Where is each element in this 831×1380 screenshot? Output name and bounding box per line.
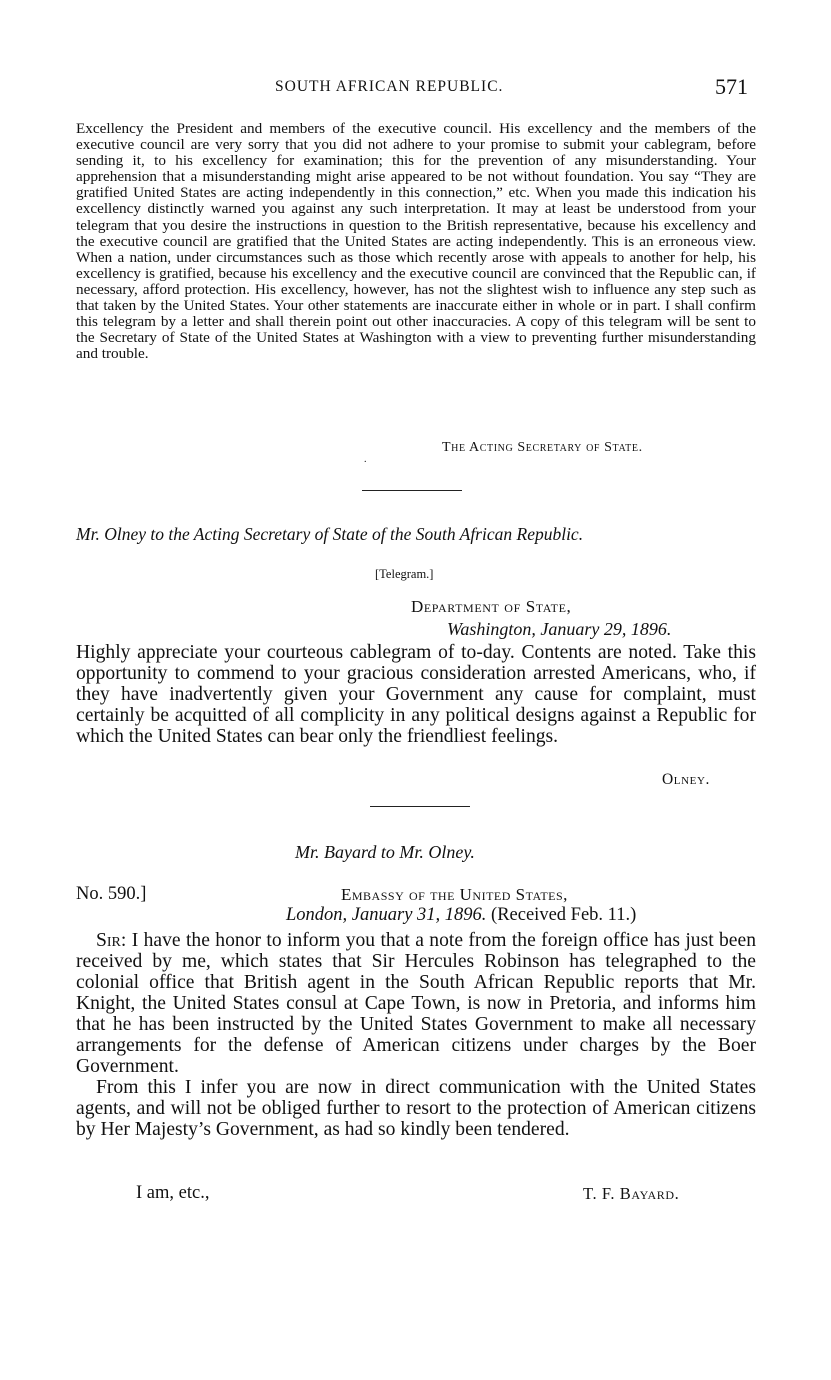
letter1-body: Excellency the President and members of the executive council. His excellency and the members of the executive council are very sorry that you did not adhere to your promise to submit your cablegram, before sending it, to his excellency for examination; this for the prevention of any misunderstanding. Your apprehension that a misunderstanding might arise appeared to be not without foundation. You say “They are gratified United States are acting independently in this connection,” etc. When you made this indication his excellency distinctly warned you against any such interpretation. It may at least be understood from your telegram that you desire the instructions in question to the British representative, because his excellency and the executive council are gratified that the United States are acting independently. This is an erroneous view. When a nation, under circumstances such as those which recently arose with appeals to another for help, his excellency is gratified, because his excellency and the executive council are convinced that the Republic can, if necessary, afford protection. His excellency, however, has not the slightest wish to influence any step such as that taken by the United States. Your other statements are inaccurate either in whole or in part. I shall confirm this telegram by a letter and shall therein point out other inaccuracies. A copy of this telegram will be sent to the Secretary of State of the United States at Washington with a view to preventing further misunderstanding and trouble. bbox=[76, 120, 756, 363]
section-divider bbox=[370, 806, 470, 807]
letter2-heading: Mr. Olney to the Acting Secretary of State of the South African Republic. bbox=[76, 524, 584, 544]
letter3-office: Embassy of the United States, bbox=[341, 885, 568, 904]
stray-mark: . bbox=[364, 454, 367, 465]
letter2-dateline: Washington, January 29, 1896. bbox=[447, 619, 672, 639]
letter3-dateline-row bbox=[286, 905, 636, 926]
paragraph-1-text: : I have the honor to inform you that a note from the foreign office has just been received by me, which states that Sir Hercules Robinson has telegraphed to the colonial office that British agent in the South African Republic reports that Mr. Knight, the United States consul at Cape Town, is now in Pretoria, and informs him that he has been instructed by the United States Government to make all necessary arrangements for the defense of American citizens under charges by the Boer Government. bbox=[76, 930, 756, 1077]
section-divider bbox=[362, 490, 462, 491]
letter2-office: Department of State, bbox=[411, 597, 572, 616]
letter3-heading: Mr. Bayard to Mr. Olney. bbox=[295, 842, 475, 862]
running-header: SOUTH AFRICAN REPUBLIC. bbox=[275, 78, 504, 95]
page-number: 571 bbox=[715, 74, 748, 99]
letter3-paragraph-1 bbox=[76, 930, 756, 1077]
despatch-number: No. 590.] bbox=[76, 884, 147, 904]
letter2-signature: Olney. bbox=[662, 771, 710, 788]
letter1-signature: The Acting Secretary of State. bbox=[442, 440, 643, 455]
telegram-note: [Telegram.] bbox=[375, 567, 434, 581]
letter2-body: Highly appreciate your courteous cablegram of to-day. Contents are noted. Take this opportunity to commend to your gracious consideration arrested Americans, who, if they have inadvertently given your Government any cause for complaint, must certainly be acquitted of all complicity in any political designs against a Republic for which the United States can bear only the friendliest feelings. bbox=[76, 642, 756, 747]
letter3-dateline: London, January 31, 1896. bbox=[286, 905, 487, 925]
received-note: (Received Feb. 11.) bbox=[491, 905, 637, 925]
letter3-closing: I am, etc., bbox=[136, 1183, 210, 1203]
letter3-body bbox=[76, 930, 756, 1140]
salutation: Sir bbox=[96, 930, 121, 951]
letter3-paragraph-2: From this I infer you are now in direct communication with the United States agents, and will not be obliged further to resort to the protection of American citizens by Her Majesty’s Government, as had so kindly been tendered. bbox=[76, 1077, 756, 1140]
letter3-signature: T. F. Bayard. bbox=[583, 1184, 680, 1203]
